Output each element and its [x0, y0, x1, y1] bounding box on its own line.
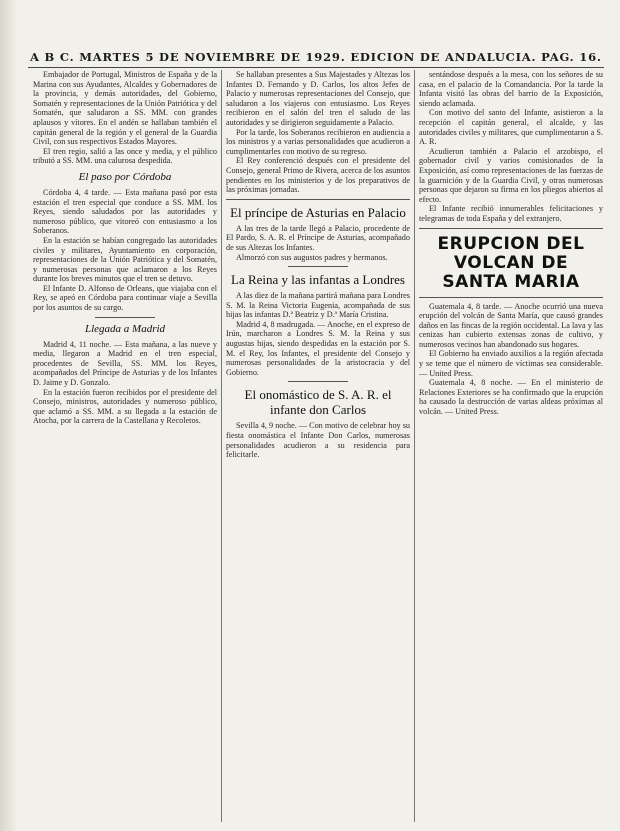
- col2-paragraph: El Rey conferenció después con el presidente del Consejo, general Primo de Rivera, acerca de los asuntos pendientes en los ministerios y de los preparativos de las próximas jornadas.: [226, 156, 410, 195]
- col3-paragraph: sentándose después a la mesa, con los señores de su casa, en el palacio de la Comandancia. Por la tarde la Infanta visitó las obras del barrio de la Exposición, siendo aclamada.: [419, 70, 603, 108]
- col1-paragraph: El tren regio, salió a las once y media, y el público tributó a SS. MM. una calurosa despedida.: [33, 146, 217, 166]
- col2-paragraph: A las diez de la mañana partirá mañana para Londres S. M. la Reina Victoria Eugenia, acompañada de sus hijas las infantas D.ª Beatriz y D.ª María Cristina.: [226, 291, 410, 320]
- column-separator-2: [414, 70, 415, 822]
- col2-heading-reina: La Reina y las infantas a Londres: [231, 272, 405, 288]
- col1-paragraph: Madrid 4, 11 noche. — Esta mañana, a las nueve y media, llegaron a Madrid en el tren especial, procedentes de Sevilla, SS. MM. los Reyes, acompañados del Príncipe de Asturias y de los Infantes D. Jaime y D. Gonzalo.: [33, 339, 217, 388]
- header-rule: [28, 67, 604, 68]
- col2-divider: [288, 266, 348, 267]
- col2-paragraph: Madrid 4, 8 madrugada. — Anoche, en el expreso de Irún, marcharon a Londres S. M. la Reina y sus augustas hijas, siendo despedidas en la estación por S. M. el Rey, los Infantes, el presidente del Consejo y numerosas personalidades de la aristocracia y del Gobierno.: [226, 319, 410, 377]
- col1-divider: [95, 317, 155, 318]
- col1-paragraph: Córdoba 4, 4 tarde. — Esta mañana pasó por esta estación el tren especial que conduce a SS. MM. los Reyes, siendo saludados por las autoridades y numeroso público, que vitoreó con entusiasmo a los Soberanos.: [33, 187, 217, 236]
- col3-paragraph: El Gobierno ha enviado auxilios a la región afectada y se teme que el número de víctimas sea considerable. — United Press.: [419, 349, 603, 378]
- col2-paragraph: Por la tarde, los Soberanos recibieron en audiencia a los ministros y a varias personalidades que acudieron a cumplimentarles con motivo de su regreso.: [226, 127, 410, 156]
- col2-divider: [288, 381, 348, 382]
- col2-paragraph: Se hallaban presentes a Sus Majestades y Altezas los Infantes D. Fernando y D. Carlos, los altos Jefes de Palacio y numerosas representaciones del Consejo, que saludaron a los viajeros con entusiasmo. Los Reyes recibieron en el salón del tren el saludo de las autoridades y se dirigieron seguidamente a Palacio.: [226, 70, 410, 127]
- col3-heading-erupcion: ERUPCION DEL VOLCAN DE SANTA MARIA: [437, 233, 585, 292]
- col2-paragraph: Sevilla 4, 9 noche. — Con motivo de celebrar hoy su fiesta onomástica el Infante Don Carlos, numerosas personalidades acudieron a su residencia para felicitarle.: [226, 421, 410, 460]
- col2-paragraph: A las tres de la tarde llegó a Palacio, procedente de El Pardo, S. A. R. el Príncipe de Asturias, acompañado de sus Altezas los Infantes.: [226, 223, 410, 252]
- col3-paragraph: Guatemala 4, 8 tarde. — Anoche ocurrió una nueva erupción del volcán de Santa María, que causó grandes daños en las fincas de la región occidental. La lava y las cenizas han cubierto extensas zonas de cultivo, y numerosos vecinos han abandonado sus hogares.: [419, 301, 603, 349]
- column-3: [419, 70, 603, 822]
- col3-paragraph: Guatemala 4, 8 noche. — En el ministerio de Relaciones Exteriores se ha confirmado que la erupción ha causado la destrucción de varias aldeas próximas al volcán. — United Press.: [419, 378, 603, 417]
- page-header: A B C. MARTES 5 DE NOVIEMBRE DE 1929. EDICION DE ANDALUCIA. PAG. 16.: [30, 50, 602, 64]
- col2-paragraph: Almorzó con sus augustos padres y hermanos.: [236, 252, 388, 262]
- col2-heading-principe: El príncipe de Asturias en Palacio: [230, 204, 406, 220]
- column-1: [33, 70, 217, 822]
- col3-paragraph: El Infante recibió innumerables felicitaciones y telegramas de toda España y del extranjero.: [419, 204, 603, 223]
- col3-divider: [419, 228, 603, 229]
- col2-heading-onomastico: El onomástico de S. A. R. el infante don Carlos: [244, 387, 392, 418]
- page-edge-shadow: [0, 0, 18, 831]
- col1-paragraph: En la estación fueron recibidos por el presidente del Consejo, ministros, autoridades y numeroso público, que aclamó a SS. MM. a su llegada a la estación de Atocha, por la carrera de la Castellana y Recoletos.: [33, 387, 217, 426]
- col2-divider: [226, 199, 410, 200]
- col1-paragraph: En la estación se habían congregado las autoridades civiles y militares, Ayuntamiento en corporación, representaciones de la Unión Patriótica y del Somatén, y numerosas personas que aclamaron a los Reyes durante los breves minutos que el tren se detuvo.: [33, 235, 217, 284]
- col3-paragraph: Con motivo del santo del Infante, asistieron a la recepción el capitán general, el alcalde, y las autoridades civiles y militares, que cumplimentaron a S. A. R.: [419, 108, 603, 147]
- column-2: [226, 70, 410, 822]
- column-separator-1: [221, 70, 222, 822]
- col1-heading-cordoba: El paso por Córdoba: [78, 170, 172, 183]
- col3-paragraph: Acudieron también a Palacio el arzobispo, el gobernador civil y varios comisionados de la Exposición, así como representaciones de las fuerzas de la guarnición y de la Guardia Civil, y otras numerosas personas que dejaron su firma en los pliegos abiertos al efecto.: [419, 146, 603, 204]
- col1-heading-madrid: Llegada a Madrid: [84, 322, 166, 335]
- col1-paragraph: El Infante D. Alfonso de Orleans, que viajaba con el Rey, se apeó en Córdoba para continuar viaje a Sevilla por los asuntos de su cargo.: [33, 283, 217, 313]
- col3-divider: [419, 297, 603, 298]
- col1-paragraph: Embajador de Portugal, Ministros de España y de la Marina con sus Ayudantes, Alcaldes y Gobernadores de la provincia, y demás autoridades, del Gobierno, Somatén y representaciones de la Unión Patriótica y del Somatén, que saludaron a SS. MM. con grandes aplausos y vítores. En el andén se hallaban también el capitán general de la región y el general de la Guardia Civil, con sus respectivos Estados Mayores.: [33, 70, 217, 147]
